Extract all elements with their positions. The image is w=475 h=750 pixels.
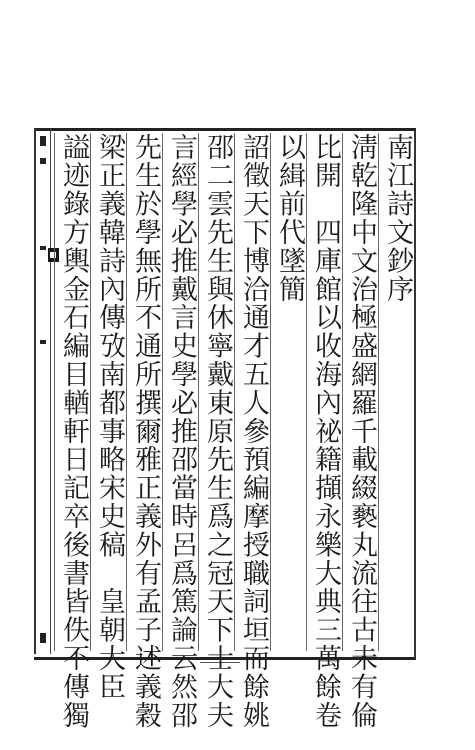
fold-strip [34,128,51,654]
text-column [378,133,415,651]
column-text: 先生於學無所不通所撰爾雅正義外有孟子述義穀 [130,133,161,730]
text-column [90,133,127,701]
column-text: 謚迹錄方輿金石編目輶軒日記卒後書皆佚不傳獨 [58,133,89,730]
text-column [162,133,199,730]
fold-mark [40,136,46,146]
text-column [54,133,91,730]
fold-mark [40,158,46,164]
text-column [126,133,163,730]
column-text: 淸乾隆中文治極盛網羅千載綴褻丸流往古未有倫 [346,133,377,730]
fold-mark [40,633,46,643]
column-text: 以緝前代墜簡 [274,133,305,304]
fold-mark [40,340,46,344]
text-column [270,133,307,651]
column-text: 詔徵天下博洽通才五人參預編摩授職詞垣而餘姚 [238,133,269,730]
text-column [342,133,379,730]
column-text: 梁正義韓詩內傳攷南都事略宋史稿 皇朝大臣 [94,133,125,701]
column-text: 言經學必推戴言史學必推邵當時呂爲篤論云然邵 [166,133,197,730]
text-column [198,133,235,730]
column-text: 比開 四庫館以收海內祕籍擷永樂大典三萬餘卷 [310,133,341,730]
title-text: 南江詩文鈔序 [382,133,413,304]
column-text: 邵二雲先生與休寧戴東原先生爲之冠天下士大夫 [202,133,233,730]
text-column [306,133,343,730]
fold-mark [40,246,46,250]
text-column [234,133,271,730]
